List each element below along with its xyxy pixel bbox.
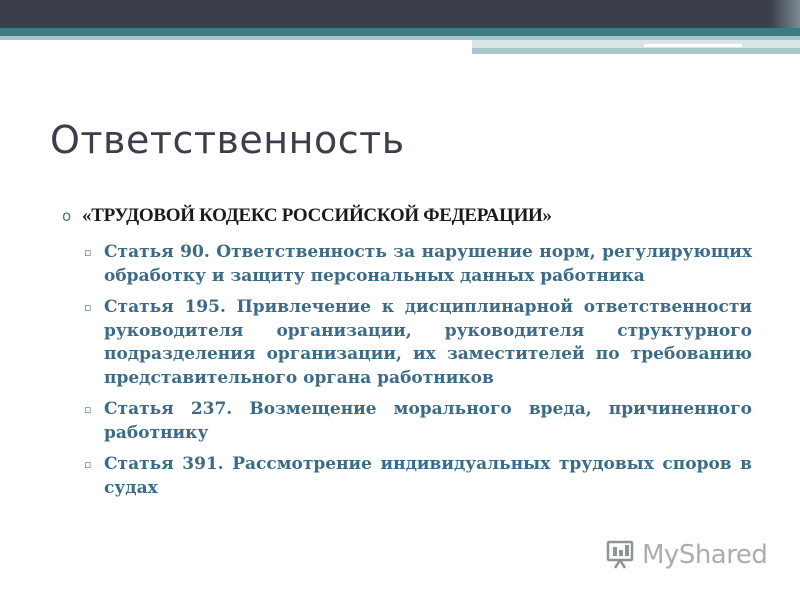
square-bullet-icon: ▫ [84,458,92,471]
list-item-text: Статья 90. Ответственность за нарушение норм, регулирующих обработку и защиту персональных данных работника [104,242,752,286]
top-header-band [0,0,800,28]
slide-title: Ответственность [50,118,405,162]
top-accent-block [472,40,800,48]
list-item-text: Статья 195. Привлечение к дисциплинарной ответственности руководителя организации, руководителя структурного подразделения организации, их заместителей по требованию представительного органа работников [104,297,752,388]
list-item [84,295,752,390]
square-bullet-icon: ▫ [84,246,92,259]
level1-bullet-item [62,205,762,227]
top-accent-highlight [644,44,742,47]
list-item-text: Статья 237. Возмещение морального вреда, причиненного работнику [104,399,752,443]
square-bullet-icon: ▫ [84,403,92,416]
article-list [84,240,752,507]
list-item [84,452,752,500]
level1-bullet-text: «ТРУДОВОЙ КОДЕКС РОССИЙСКОЙ ФЕДЕРАЦИИ» [82,205,552,226]
presentation-screen-icon [606,540,638,570]
list-item-text: Статья 391. Рассмотрение индивидуальных трудовых споров в судах [104,454,752,498]
watermark-logo [606,538,767,572]
top-accent-stripe [0,28,800,36]
list-item [84,240,752,288]
square-bullet-icon: ▫ [84,301,92,314]
level1-bullet-marker: o [62,207,72,225]
top-header-bevel [770,0,800,28]
watermark-text: MyShared [642,540,768,570]
top-accent-block-lower [472,48,800,54]
list-item [84,397,752,445]
